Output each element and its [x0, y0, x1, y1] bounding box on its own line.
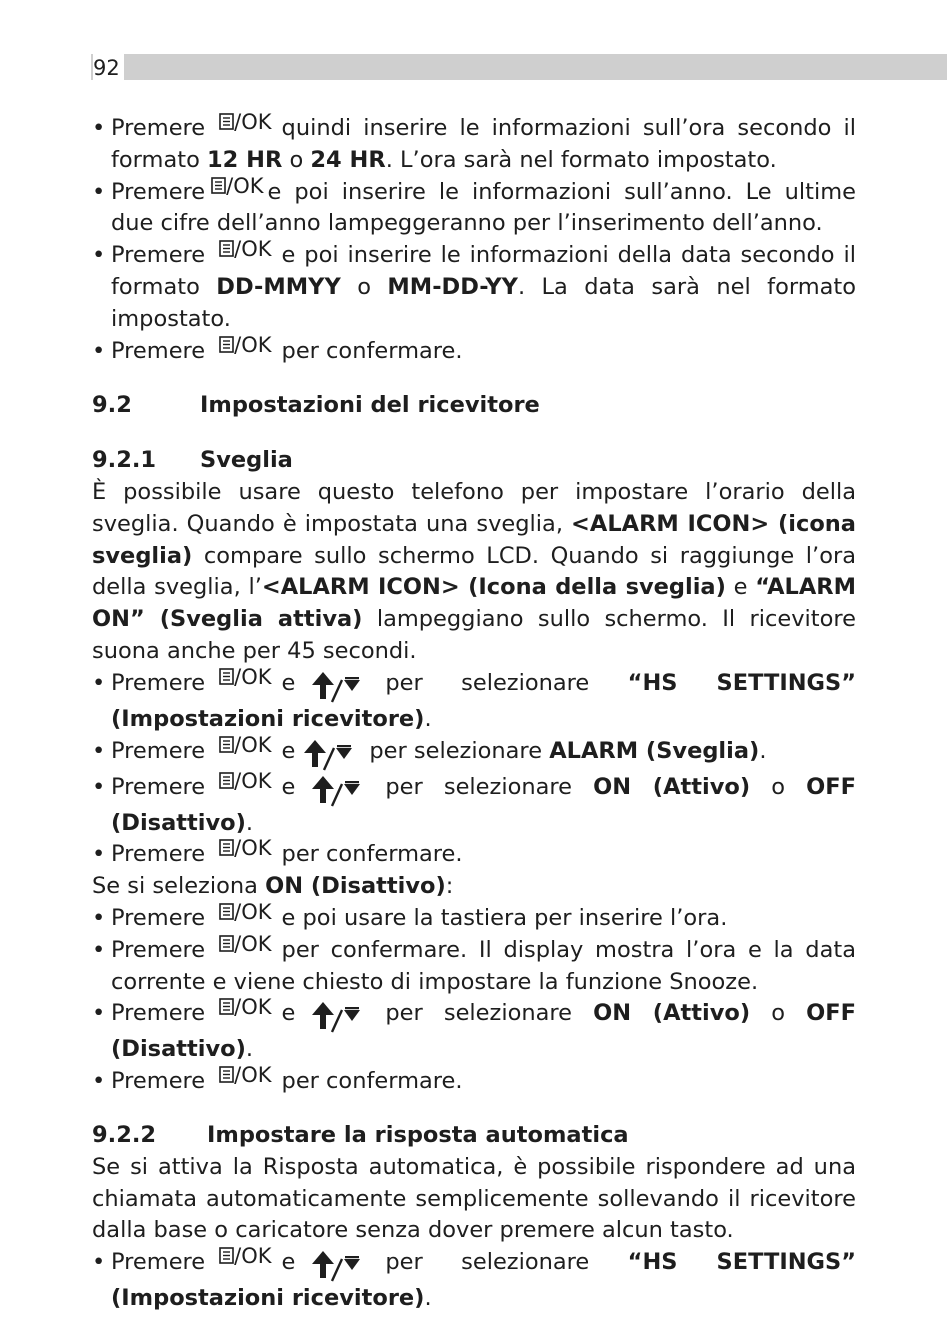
list-item: • Premere /OK per confermare. [92, 836, 463, 868]
ok-key: /OK [219, 837, 271, 860]
ok-key: /OK [219, 111, 271, 134]
section-heading: 9.2 Impostazioni del ricevitore [92, 392, 540, 419]
menu-list-icon [219, 997, 234, 1019]
up-down-arrows-icon [309, 1249, 371, 1283]
page-content [92, 110, 856, 1315]
list-item: • Premere /OK e per selezionare “HS SETTINGS” (Impostazioni ricevitore). [92, 664, 856, 732]
ok-key: /OK [219, 334, 271, 357]
list-item: • Premere /OK e per selezionare “HS SETTINGS” (Impostazioni ricevitore). [92, 1244, 856, 1312]
menu-list-icon [219, 735, 234, 757]
paragraph: È possibile usare questo telefono per impostare l’orario della sveglia. Quando è impostata una sveglia, <ALARM ICON> (icona sveglia) compare sullo schermo LCD. Quando si raggiunge l’ora della sveglia, l’<ALARM ICON> (Icona della sveglia) e “ALARM ON” (Sveglia attiva) lampeggiano sullo schermo. Il ricevitore suona anche per 45 secondi. [92, 478, 856, 664]
paragraph: Se si seleziona ON (Disattivo): [92, 873, 454, 900]
list-item: • Premere /OK per confermare. [92, 1063, 463, 1095]
menu-list-icon [219, 771, 234, 793]
ok-key: /OK [211, 175, 263, 198]
ok-key: /OK [219, 666, 271, 689]
ok-key: /OK [219, 996, 271, 1019]
subsection-heading: 9.2.2 Impostare la risposta automatica [92, 1121, 629, 1148]
ok-key: /OK [219, 1245, 271, 1268]
menu-list-icon [219, 1246, 234, 1268]
list-item: • Premere /OK e per selezionare ON (Attivo) o OFF (Disattivo). [92, 768, 856, 836]
ok-key: /OK [219, 238, 271, 261]
menu-list-icon [219, 838, 234, 860]
menu-list-icon [219, 239, 234, 261]
ok-key: /OK [219, 901, 271, 924]
ok-key: /OK [219, 1064, 271, 1087]
menu-list-icon [219, 335, 234, 357]
menu-list-icon [219, 112, 234, 134]
menu-list-icon [219, 667, 234, 689]
ok-key: /OK [219, 933, 271, 956]
menu-list-icon [219, 1065, 234, 1087]
up-down-arrows-icon [309, 670, 371, 704]
list-item: • Premere /OK e poi inserire le informazioni sull’anno. Le ultime due cifre dell’anno lampeggeranno per l’inserimento dell’anno. [92, 173, 856, 237]
header-bar [91, 54, 947, 80]
list-item: • Premere /OK per confermare. [92, 332, 463, 364]
menu-list-icon [219, 902, 234, 924]
list-item: • Premere /OK quindi inserire le informazioni sull’ora secondo il formato 12 HR o 24 HR. L’ora sarà nel formato impostato. [92, 110, 856, 173]
list-item: • Premere /OK e per selezionare ALARM (Sveglia). [92, 736, 856, 772]
list-item: • Premere /OK e poi usare la tastiera per inserire l’ora. [92, 899, 728, 931]
list-item: • Premere /OK per confermare. Il display mostra l’ora e la data corrente e viene chiesto di impostare la funzione Snooze. [92, 931, 856, 995]
menu-list-icon [219, 934, 234, 956]
up-down-arrows-icon [309, 1000, 371, 1034]
paragraph: Se si attiva la Risposta automatica, è possibile rispondere ad una chiamata automaticamente semplicemente sollevando il ricevitore dalla base o caricatore senza dover premere alcun tasto. [92, 1153, 856, 1244]
list-item: • Premere /OK e per selezionare ON (Attivo) o OFF (Disattivo). [92, 995, 856, 1063]
up-down-arrows-icon [309, 774, 371, 808]
subsection-heading: 9.2.1 Sveglia [92, 447, 293, 474]
page-number: 92 [93, 54, 124, 82]
up-down-arrows-icon [301, 738, 363, 772]
menu-list-icon [211, 176, 226, 198]
ok-key: /OK [219, 734, 271, 757]
ok-key: /OK [219, 770, 271, 793]
list-item: • Premere /OK e poi inserire le informazioni della data secondo il formato DD-MMYY o MM-DD-YY. La data sarà nel formato impostato. [92, 237, 856, 332]
